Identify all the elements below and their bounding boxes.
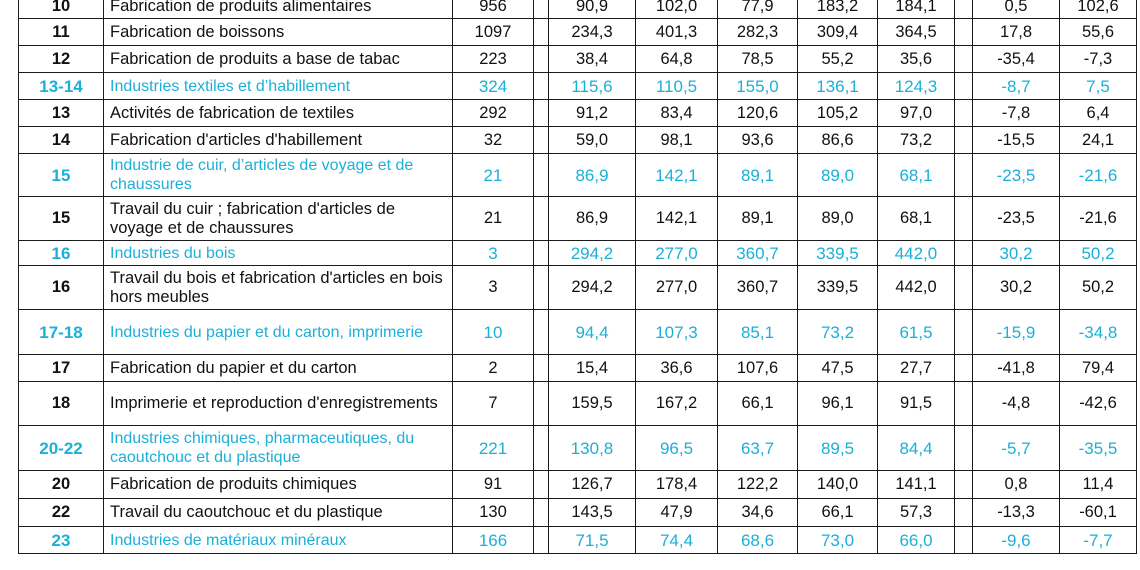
value-cell: 102,0	[636, 0, 718, 19]
count-cell: 21	[453, 197, 534, 241]
change-cell: 17,8	[973, 19, 1060, 46]
code-cell: 14	[19, 127, 104, 154]
label-cell: Travail du cuir ; fabrication d'articles de voyage et de chaussures	[104, 197, 453, 241]
spacer-cell	[955, 241, 973, 266]
value-cell: 140,0	[798, 471, 878, 499]
code-cell: 15	[19, 197, 104, 241]
value-cell: 84,4	[878, 426, 955, 471]
value-cell: 93,6	[718, 127, 798, 154]
value-cell: 15,4	[549, 355, 636, 382]
code-cell: 16	[19, 241, 104, 266]
change-cell: 79,4	[1060, 355, 1137, 382]
value-cell: 66,0	[878, 527, 955, 554]
code-cell: 11	[19, 19, 104, 46]
value-cell: 61,5	[878, 310, 955, 355]
spacer-cell	[534, 382, 549, 426]
value-cell: 401,3	[636, 19, 718, 46]
count-cell: 324	[453, 73, 534, 100]
code-cell: 12	[19, 46, 104, 73]
value-cell: 115,6	[549, 73, 636, 100]
change-cell: 24,1	[1060, 127, 1137, 154]
label-cell: Travail du bois et fabrication d'articles en bois hors meubles	[104, 266, 453, 310]
value-cell: 89,1	[718, 197, 798, 241]
label-cell: Imprimerie et reproduction d'enregistrements	[104, 382, 453, 426]
count-cell: 21	[453, 154, 534, 197]
spacer-cell	[534, 46, 549, 73]
value-cell: 167,2	[636, 382, 718, 426]
spacer-cell	[534, 355, 549, 382]
table-row	[19, 19, 1137, 46]
value-cell: 34,6	[718, 499, 798, 527]
spacer-cell	[955, 197, 973, 241]
table-row	[19, 266, 1137, 310]
value-cell: 73,0	[798, 527, 878, 554]
label-cell: Industrie de cuir, d’articles de voyage et de chaussures	[104, 154, 453, 197]
table-row	[19, 0, 1137, 19]
change-cell: -15,9	[973, 310, 1060, 355]
value-cell: 124,3	[878, 73, 955, 100]
change-cell: 0,8	[973, 471, 1060, 499]
count-cell: 91	[453, 471, 534, 499]
spacer-cell	[955, 154, 973, 197]
spacer-cell	[955, 527, 973, 554]
value-cell: 55,2	[798, 46, 878, 73]
value-cell: 360,7	[718, 241, 798, 266]
group-row	[19, 426, 1137, 471]
spacer-cell	[955, 46, 973, 73]
change-cell: -60,1	[1060, 499, 1137, 527]
value-cell: 105,2	[798, 100, 878, 127]
value-cell: 35,6	[878, 46, 955, 73]
value-cell: 136,1	[798, 73, 878, 100]
value-cell: 110,5	[636, 73, 718, 100]
change-cell: -23,5	[973, 197, 1060, 241]
spacer-cell	[955, 355, 973, 382]
table-row	[19, 127, 1137, 154]
label-cell: Industries de matériaux minéraux	[104, 527, 453, 554]
value-cell: 96,1	[798, 382, 878, 426]
value-cell: 282,3	[718, 19, 798, 46]
count-cell: 3	[453, 241, 534, 266]
value-cell: 107,3	[636, 310, 718, 355]
change-cell: -34,8	[1060, 310, 1137, 355]
value-cell: 27,7	[878, 355, 955, 382]
value-cell: 36,6	[636, 355, 718, 382]
count-cell: 292	[453, 100, 534, 127]
group-row	[19, 154, 1137, 197]
table-body	[19, 0, 1137, 554]
code-cell: 17-18	[19, 310, 104, 355]
value-cell: 89,0	[798, 197, 878, 241]
count-cell: 221	[453, 426, 534, 471]
change-cell: 50,2	[1060, 241, 1137, 266]
value-cell: 86,9	[549, 197, 636, 241]
group-row	[19, 241, 1137, 266]
value-cell: 294,2	[549, 241, 636, 266]
value-cell: 120,6	[718, 100, 798, 127]
label-cell: Fabrication de produits chimiques	[104, 471, 453, 499]
value-cell: 68,1	[878, 197, 955, 241]
table-row	[19, 471, 1137, 499]
spacer-cell	[534, 127, 549, 154]
spacer-cell	[534, 266, 549, 310]
change-cell: -15,5	[973, 127, 1060, 154]
group-row	[19, 527, 1137, 554]
value-cell: 78,5	[718, 46, 798, 73]
value-cell: 86,9	[549, 154, 636, 197]
spacer-cell	[955, 499, 973, 527]
code-cell: 22	[19, 499, 104, 527]
value-cell: 442,0	[878, 266, 955, 310]
value-cell: 107,6	[718, 355, 798, 382]
value-cell: 90,9	[549, 0, 636, 19]
value-cell: 126,7	[549, 471, 636, 499]
value-cell: 364,5	[878, 19, 955, 46]
value-cell: 339,5	[798, 241, 878, 266]
change-cell: -4,8	[973, 382, 1060, 426]
code-cell: 15	[19, 154, 104, 197]
spacer-cell	[534, 241, 549, 266]
value-cell: 89,0	[798, 154, 878, 197]
data-table	[18, 0, 1137, 554]
value-cell: 97,0	[878, 100, 955, 127]
change-cell: -13,3	[973, 499, 1060, 527]
label-cell: Activités de fabrication de textiles	[104, 100, 453, 127]
value-cell: 141,1	[878, 471, 955, 499]
spacer-cell	[534, 73, 549, 100]
code-cell: 10	[19, 0, 104, 19]
value-cell: 142,1	[636, 197, 718, 241]
spacer-cell	[955, 382, 973, 426]
table-row	[19, 46, 1137, 73]
value-cell: 66,1	[798, 499, 878, 527]
change-cell: 6,4	[1060, 100, 1137, 127]
count-cell: 1097	[453, 19, 534, 46]
change-cell: -21,6	[1060, 197, 1137, 241]
spacer-cell	[955, 73, 973, 100]
spacer-cell	[534, 197, 549, 241]
value-cell: 96,5	[636, 426, 718, 471]
spacer-cell	[534, 426, 549, 471]
change-cell: -7,3	[1060, 46, 1137, 73]
label-cell: Industries chimiques, pharmaceutiques, du caoutchouc et du plastique	[104, 426, 453, 471]
group-row	[19, 73, 1137, 100]
table-row	[19, 499, 1137, 527]
value-cell: 91,5	[878, 382, 955, 426]
change-cell: -5,7	[973, 426, 1060, 471]
value-cell: 85,1	[718, 310, 798, 355]
value-cell: 143,5	[549, 499, 636, 527]
value-cell: 184,1	[878, 0, 955, 19]
value-cell: 98,1	[636, 127, 718, 154]
count-cell: 223	[453, 46, 534, 73]
count-cell: 956	[453, 0, 534, 19]
spacer-cell	[955, 100, 973, 127]
value-cell: 183,2	[798, 0, 878, 19]
value-cell: 63,7	[718, 426, 798, 471]
spacer-cell	[534, 499, 549, 527]
spacer-cell	[534, 310, 549, 355]
spacer-cell	[534, 19, 549, 46]
value-cell: 339,5	[798, 266, 878, 310]
change-cell: 102,6	[1060, 0, 1137, 19]
value-cell: 234,3	[549, 19, 636, 46]
code-cell: 20-22	[19, 426, 104, 471]
change-cell: -8,7	[973, 73, 1060, 100]
spacer-cell	[955, 19, 973, 46]
table-row	[19, 197, 1137, 241]
change-cell: -7,7	[1060, 527, 1137, 554]
change-cell: -7,8	[973, 100, 1060, 127]
change-cell: -35,5	[1060, 426, 1137, 471]
change-cell: -23,5	[973, 154, 1060, 197]
code-cell: 23	[19, 527, 104, 554]
label-cell: Industries textiles et d’habillement	[104, 73, 453, 100]
table-row	[19, 382, 1137, 426]
spacer-cell	[955, 0, 973, 19]
table-row	[19, 100, 1137, 127]
spacer-cell	[955, 426, 973, 471]
code-cell: 18	[19, 382, 104, 426]
value-cell: 94,4	[549, 310, 636, 355]
label-cell: Fabrication du papier et du carton	[104, 355, 453, 382]
value-cell: 71,5	[549, 527, 636, 554]
value-cell: 68,6	[718, 527, 798, 554]
value-cell: 57,3	[878, 499, 955, 527]
count-cell: 166	[453, 527, 534, 554]
code-cell: 16	[19, 266, 104, 310]
value-cell: 277,0	[636, 241, 718, 266]
count-cell: 2	[453, 355, 534, 382]
change-cell: -42,6	[1060, 382, 1137, 426]
value-cell: 294,2	[549, 266, 636, 310]
change-cell: 0,5	[973, 0, 1060, 19]
change-cell: 30,2	[973, 266, 1060, 310]
change-cell: 11,4	[1060, 471, 1137, 499]
value-cell: 442,0	[878, 241, 955, 266]
label-cell: Industries du bois	[104, 241, 453, 266]
count-cell: 32	[453, 127, 534, 154]
value-cell: 64,8	[636, 46, 718, 73]
value-cell: 77,9	[718, 0, 798, 19]
change-cell: -35,4	[973, 46, 1060, 73]
value-cell: 38,4	[549, 46, 636, 73]
value-cell: 47,5	[798, 355, 878, 382]
change-cell: 7,5	[1060, 73, 1137, 100]
value-cell: 277,0	[636, 266, 718, 310]
count-cell: 130	[453, 499, 534, 527]
spacer-cell	[534, 471, 549, 499]
spacer-cell	[534, 527, 549, 554]
label-cell: Fabrication de boissons	[104, 19, 453, 46]
value-cell: 73,2	[878, 127, 955, 154]
value-cell: 159,5	[549, 382, 636, 426]
change-cell: 30,2	[973, 241, 1060, 266]
spacer-cell	[955, 266, 973, 310]
spacer-cell	[955, 310, 973, 355]
label-cell: Travail du caoutchouc et du plastique	[104, 499, 453, 527]
code-cell: 17	[19, 355, 104, 382]
change-cell: -9,6	[973, 527, 1060, 554]
table-row	[19, 355, 1137, 382]
count-cell: 7	[453, 382, 534, 426]
change-cell: -41,8	[973, 355, 1060, 382]
value-cell: 142,1	[636, 154, 718, 197]
label-cell: Fabrication de produits a base de tabac	[104, 46, 453, 73]
value-cell: 47,9	[636, 499, 718, 527]
value-cell: 86,6	[798, 127, 878, 154]
value-cell: 66,1	[718, 382, 798, 426]
label-cell: Fabrication d'articles d'habillement	[104, 127, 453, 154]
value-cell: 83,4	[636, 100, 718, 127]
spacer-cell	[534, 154, 549, 197]
value-cell: 74,4	[636, 527, 718, 554]
label-cell: Fabrication de produits alimentaires	[104, 0, 453, 19]
spacer-cell	[955, 471, 973, 499]
value-cell: 155,0	[718, 73, 798, 100]
count-cell: 10	[453, 310, 534, 355]
code-cell: 13	[19, 100, 104, 127]
value-cell: 68,1	[878, 154, 955, 197]
code-cell: 20	[19, 471, 104, 499]
value-cell: 122,2	[718, 471, 798, 499]
change-cell: 55,6	[1060, 19, 1137, 46]
spacer-cell	[534, 0, 549, 19]
spacer-cell	[534, 100, 549, 127]
value-cell: 360,7	[718, 266, 798, 310]
spacer-cell	[955, 127, 973, 154]
change-cell: 50,2	[1060, 266, 1137, 310]
label-cell: Industries du papier et du carton, imprimerie	[104, 310, 453, 355]
code-cell: 13-14	[19, 73, 104, 100]
value-cell: 91,2	[549, 100, 636, 127]
value-cell: 73,2	[798, 310, 878, 355]
value-cell: 89,5	[798, 426, 878, 471]
group-row	[19, 310, 1137, 355]
change-cell: -21,6	[1060, 154, 1137, 197]
value-cell: 89,1	[718, 154, 798, 197]
value-cell: 59,0	[549, 127, 636, 154]
value-cell: 309,4	[798, 19, 878, 46]
value-cell: 178,4	[636, 471, 718, 499]
count-cell: 3	[453, 266, 534, 310]
value-cell: 130,8	[549, 426, 636, 471]
